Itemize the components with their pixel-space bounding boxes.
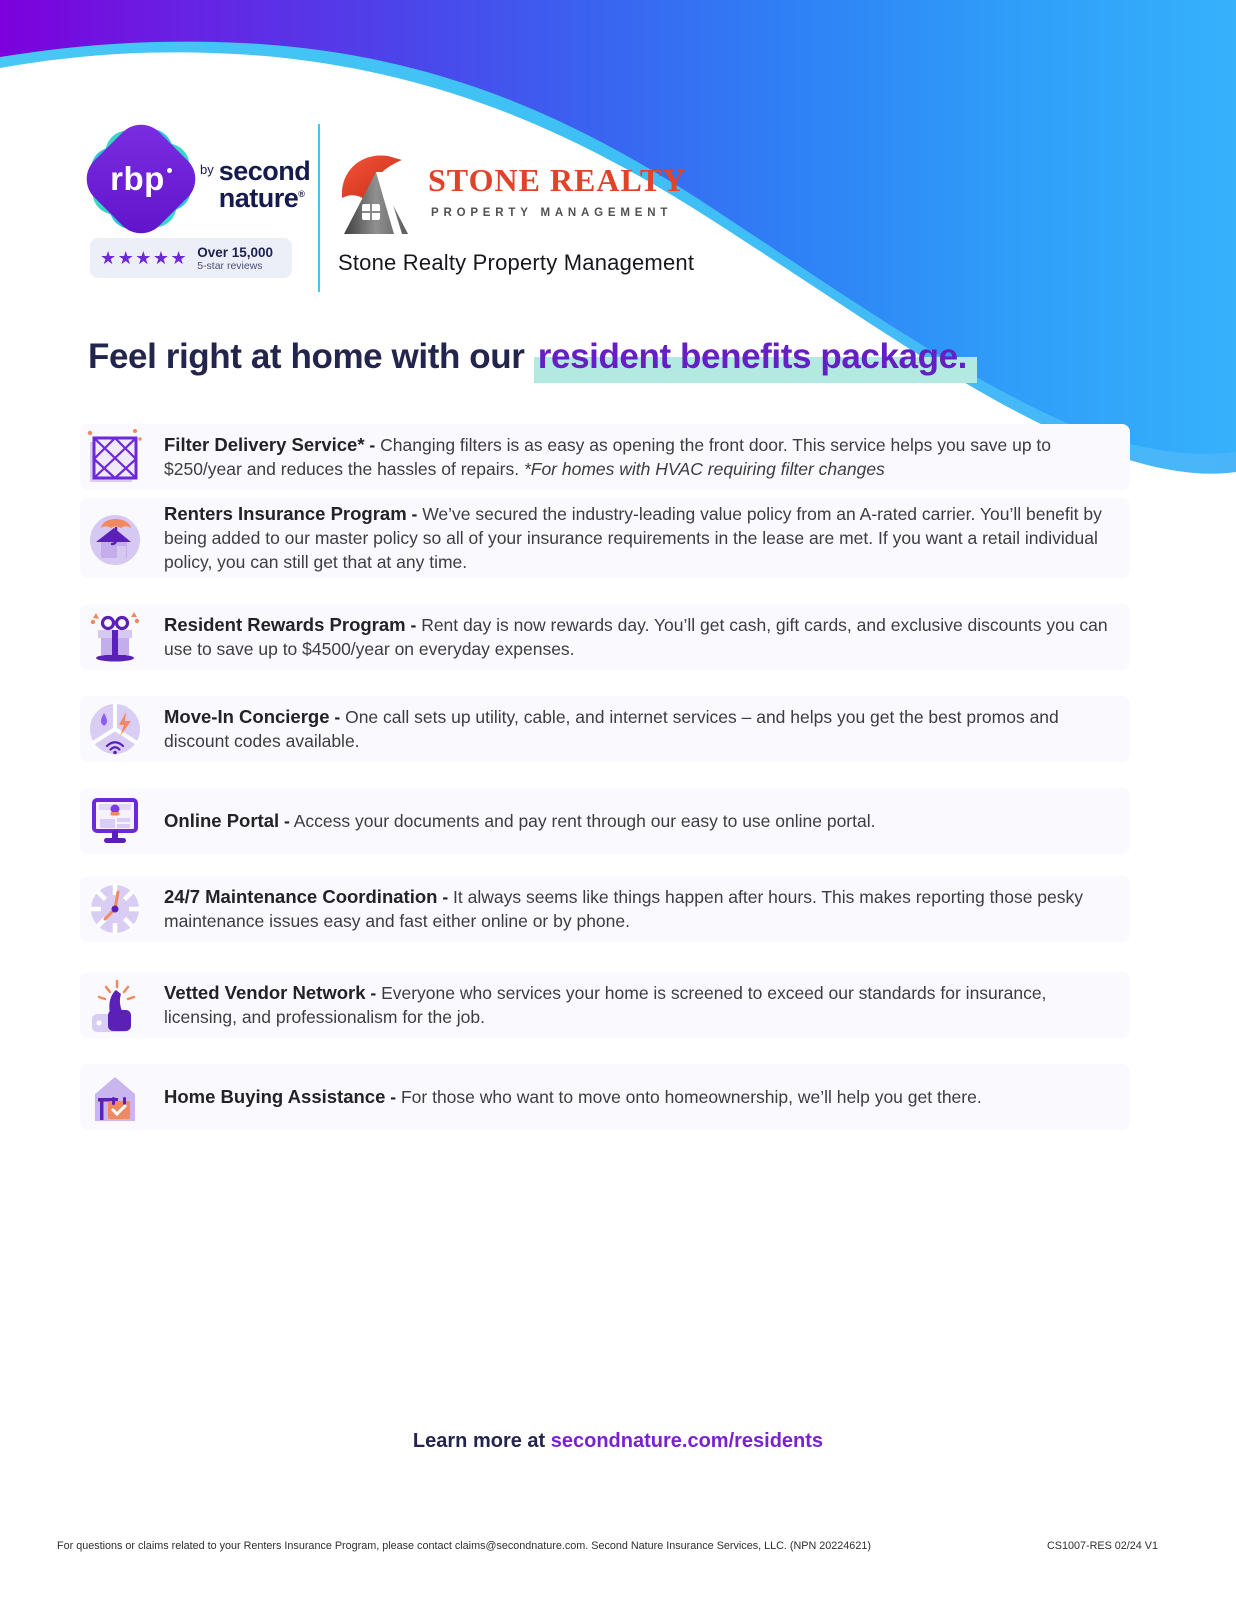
learn-more-prefix: Learn more at [412,1430,546,1452]
benefit-title: Online Portal [164,810,280,831]
benefit-description: We’ve secured the industry-leading value policy from an A-rated carrier. You’ll benefit by being added to our master policy so all of your insurance requirements in the lease are met. If you want a retail individual policy, you can still get that at any time. [164,504,1102,572]
benefit-title: Resident Rewards Program [164,614,406,635]
benefit-row-home-buying: Home Buying Assistance - For those who want to move onto homeownership, we’ll help you get there. [80,1064,1130,1130]
reviews-count: Over 15,000 [197,244,273,260]
benefit-title: Home Buying Assistance [164,1086,386,1107]
footer-disclaimer: For questions or claims related to your Renters Insurance Program, please contact claims@secondnature.com. Second Nature Insurance Services, LLC. (NPN 20224621) [57,1540,871,1552]
rbp-logo-text: rbp [92,130,190,228]
benefit-title: Vetted Vendor Network [164,982,366,1003]
benefit-description: Access your documents and pay rent through our easy to use online portal. [293,811,876,831]
learn-more-link[interactable]: secondnature.com/residents [550,1430,824,1452]
benefit-title: Renters Insurance Program [164,503,407,524]
nature-label: nature [218,183,299,213]
benefit-row-resident-rewards: Resident Rewards Program - Rent day is now rewards day. You’ll get cash, gift cards, and exclusive discounts you can use to save up to $4500/year on everyday expenses. [80,604,1130,670]
benefit-row-online-portal: Online Portal - Access your documents and pay rent through our easy to use online portal. [80,788,1130,854]
benefit-title: 24/7 Maintenance Coordination [164,886,438,907]
headline-prefix: Feel right at home with our [88,337,525,376]
footer-code: CS1007-RES 02/24 V1 [1046,1540,1158,1552]
gift-icon [86,608,144,666]
umbrella-house-icon [86,509,144,567]
utilities-pie-icon [86,700,144,758]
benefit-row-move-in-concierge: Move-In Concierge - One call sets up utility, cable, and internet services – and helps you get the best promos and discount codes available. [80,696,1130,762]
stone-realty-logo [338,148,686,238]
benefit-description: Everyone who services your home is screened to exceed our standards for insurance, licensing, and professionalism for the job. [164,983,1047,1027]
monitor-icon [86,792,144,850]
headline-highlight: resident benefits package. [534,337,977,383]
benefit-title: Move-In Concierge [164,706,330,727]
thumbs-up-icon [86,976,144,1034]
benefit-row-filter-delivery: Filter Delivery Service* - Changing filters is as easy as opening the front door. This service helps you save up to $250/year and reduces the hassles of repairs. *For homes with HVAC requiring filter changes [80,424,1130,490]
page-headline [88,337,977,377]
benefit-description: For those who want to move onto homeownership, we’ll help you get there. [400,1087,982,1107]
benefit-row-renters-insurance: Renters Insurance Program - We’ve secured the industry-leading value policy from an A-rated carrier. You’ll benefit by being added to our master policy so all of your insurance requirements in the lease are met. If you want a retail individual policy, you can still get that at any time. [80,498,1130,578]
partner-name: Stone Realty Property Management [338,250,695,275]
rbp-logo [92,130,190,228]
benefit-row-maintenance: 24/7 Maintenance Coordination - It always seems like things happen after hours. This makes reporting those pesky maintenance issues easy and fast either online or by phone. [80,876,1130,942]
home-calendar-icon [86,1068,144,1126]
vertical-divider [318,124,320,292]
benefit-note: *For homes with HVAC requiring filter changes [523,459,885,479]
five-stars-icon: ★★★★★ [100,248,189,268]
benefit-description: Rent day is now rewards day. You’ll get cash, gift cards, and exclusive discounts you can use to save up to $4500/year on everyday expenses. [164,615,1108,659]
benefit-description: It always seems like things happen after hours. This makes reporting those pesky maintenance issues easy and fast either online or by phone. [164,887,1084,931]
learn-more [0,1430,1236,1453]
stone-realty-house-icon [338,148,414,238]
by-label: by [200,162,214,177]
reviews-label: 5-star reviews [197,259,263,272]
filter-icon [86,428,144,486]
second-label: second [218,156,311,186]
benefit-title: Filter Delivery Service* [164,434,365,455]
stone-realty-wordmark: STONE REALTY [428,162,687,198]
benefit-row-vetted-vendors: Vetted Vendor Network - Everyone who services your home is screened to exceed our standards for insurance, licensing, and professionalism for the job. [80,972,1130,1038]
reviews-badge [90,238,292,278]
registered-mark: ® [298,189,305,199]
benefit-description: Changing filters is as easy as opening the front door. This service helps you save up to $250/year and reduces the hassles of repairs. [164,435,1052,479]
property-management-label: PROPERTY MANAGEMENT [431,207,673,219]
benefit-description: One call sets up utility, cable, and internet services – and helps you get the best promos and discount codes available. [164,707,1059,751]
by-second-nature [200,156,311,213]
clock-icon [86,880,144,938]
